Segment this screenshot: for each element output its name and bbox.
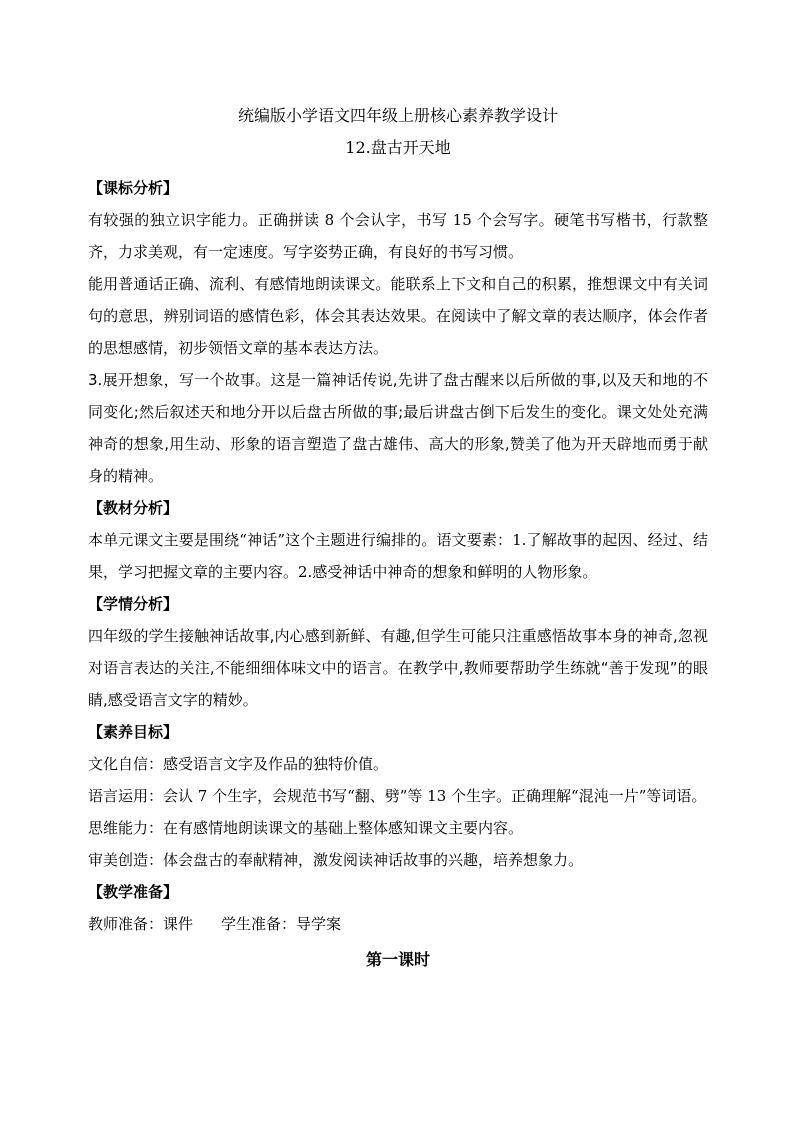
paragraph: 有较强的独立识字能力。正确拼读 8 个会认字，书写 15 个会写字。硬笔书写楷书，行款整齐，力求美观，有一定速度。写字姿势正确，有良好的书写习惯。 [88, 211, 708, 261]
section-preparation [88, 876, 708, 940]
lesson-title: 12.盘古开天地 [345, 138, 451, 157]
document-page [88, 100, 708, 976]
section-heading: 【教材分析】 [88, 499, 179, 517]
teacher-preparation: 教师准备：课件 [88, 915, 194, 933]
paragraph: 语言运用：会认 7 个生字，会规范书写“翻、劈”等 13 个生字。正确理解“混沌一片”等词语。 [88, 787, 707, 805]
paragraph: 文化自信：感受语言文字及作品的独特价值。 [88, 755, 389, 773]
preparation-line [88, 908, 708, 940]
section-curriculum [88, 172, 708, 492]
section-heading: 【学情分析】 [88, 595, 179, 613]
section-heading: 【素养目标】 [88, 723, 179, 741]
paragraph: 本单元课文主要是围绕“神话”这个主题进行编排的。语文要素：1.了解故事的起因、经过、结果，学习把握文章的主要内容。2.感受神话中神奇的想象和鲜明的人物形象。 [88, 531, 708, 581]
section-learners [88, 588, 708, 716]
section-heading: 【课标分析】 [88, 179, 179, 197]
student-preparation: 学生准备：导学案 [221, 915, 342, 933]
paragraph: 3.展开想象，写一个故事。这是一篇神话传说,先讲了盘古醒来以后所做的事,以及天和地的不同变化;然后叙述天和地分开以后盘古所做的事;最后讲盘古倒下后发生的变化。课文处处充满神奇的想象,用生动、形象的语言塑造了盘古雄伟、高大的形象,赞美了他为开天辟地而勇于献身的精神。 [88, 371, 708, 485]
document-title: 统编版小学语文四年级上册核心素养教学设计 [237, 106, 558, 125]
section-heading: 【教学准备】 [88, 883, 179, 901]
paragraph: 审美创造：体会盘古的奉献精神，激发阅读神话故事的兴趣，培养想象力。 [88, 851, 584, 869]
section-goals [88, 716, 708, 876]
paragraph: 四年级的学生接触神话故事,内心感到新鲜、有趣,但学生可能只注重感悟故事本身的神奇,忽视对语言表达的关注,不能细细体味文中的语言。在教学中,教师要帮助学生练就“善于发现”的眼睛,感受语言文字的精妙。 [88, 627, 708, 709]
period-title: 第一课时 [365, 950, 430, 969]
section-textbook [88, 492, 708, 588]
paragraph: 思维能力：在有感情地朗读课文的基础上整体感知课文主要内容。 [88, 819, 524, 837]
paragraph: 能用普通话正确、流利、有感情地朗读课文。能联系上下文和自己的积累，推想课文中有关词句的意思，辨别词语的感情色彩，体会其表达效果。在阅读中了解文章的表达顺序，体会作者的思想感情，初步领悟文章的基本表达方法。 [88, 275, 708, 357]
